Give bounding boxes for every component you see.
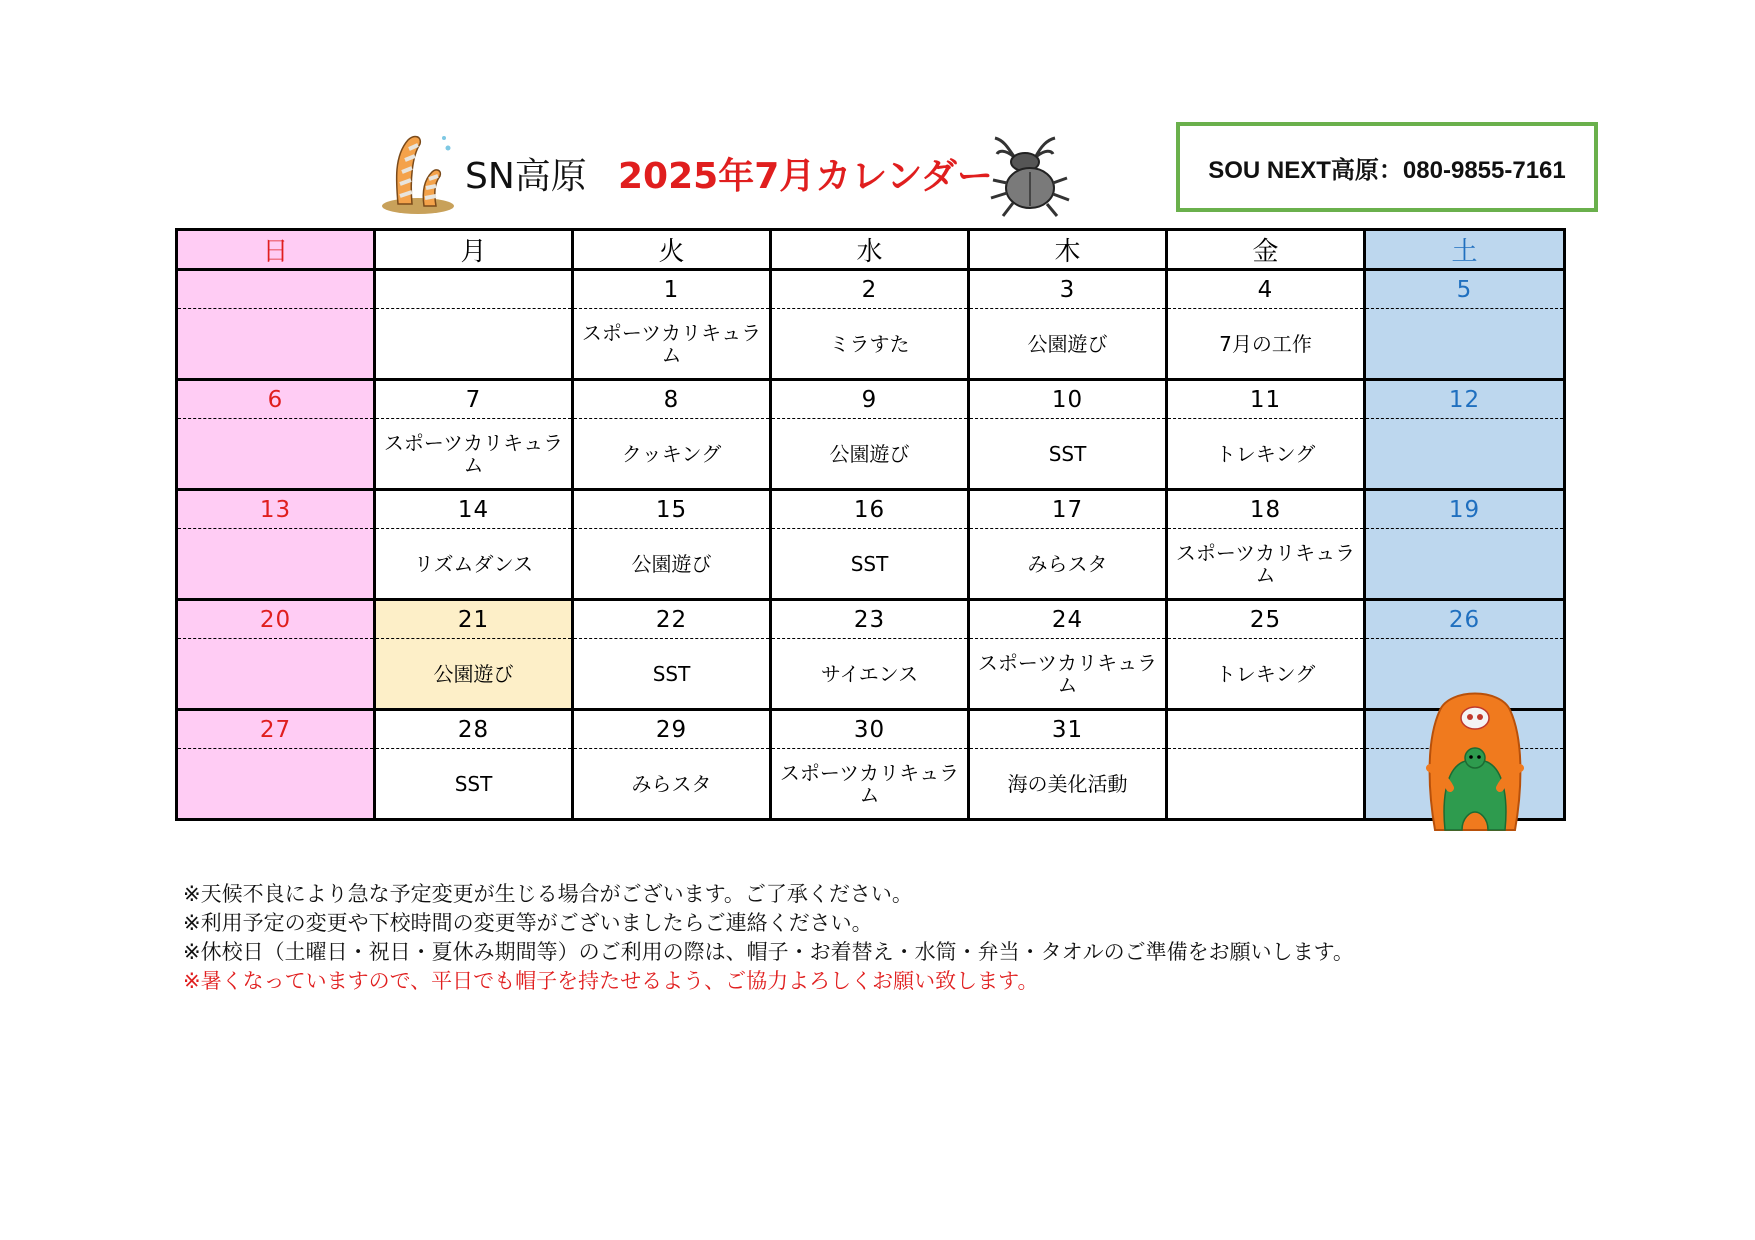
activity-cell: トレキング [1167, 639, 1365, 710]
date-cell: 8 [573, 380, 771, 419]
date-cell: 31 [969, 710, 1167, 749]
activity-cell [177, 309, 375, 380]
weekday-friday: 金 [1167, 230, 1365, 270]
date-cell: 5 [1365, 270, 1565, 309]
activity-cell [177, 419, 375, 490]
activity-cell [177, 749, 375, 820]
date-cell: 6 [177, 380, 375, 419]
orange-monster-illustration-icon [1420, 680, 1530, 835]
activity-cell: SST [969, 419, 1167, 490]
date-row [177, 270, 1565, 309]
contact-box: SOU NEXT高原：080-9855-7161 [1176, 122, 1598, 212]
activity-cell: 公園遊び [573, 529, 771, 600]
activity-cell: サイエンス [771, 639, 969, 710]
activity-cell: リズムダンス [375, 529, 573, 600]
activity-cell: スポーツカリキュラム [969, 639, 1167, 710]
activity-cell: スポーツカリキュラム [375, 419, 573, 490]
date-cell: 12 [1365, 380, 1565, 419]
date-cell: 3 [969, 270, 1167, 309]
date-cell: 28 [375, 710, 573, 749]
date-cell: 7 [375, 380, 573, 419]
date-cell [1167, 710, 1365, 749]
date-cell: 4 [1167, 270, 1365, 309]
date-row [177, 380, 1565, 419]
date-cell: 1 [573, 270, 771, 309]
date-cell: 22 [573, 600, 771, 639]
date-cell: 16 [771, 490, 969, 529]
weekday-header-row [177, 230, 1565, 270]
date-cell: 11 [1167, 380, 1365, 419]
activity-row [177, 639, 1565, 710]
activity-row [177, 749, 1565, 820]
weekday-saturday: 土 [1365, 230, 1565, 270]
activity-row [177, 309, 1565, 380]
activity-row [177, 529, 1565, 600]
note-line-warning: ※暑くなっていますので、平日でも帽子を持たせるよう、ご協力よろしくお願い致します。 [183, 969, 1039, 993]
activity-cell [1167, 749, 1365, 820]
activity-cell: 公園遊び [969, 309, 1167, 380]
date-cell: 13 [177, 490, 375, 529]
activity-cell: SST [375, 749, 573, 820]
activity-cell [1365, 309, 1565, 380]
date-cell: 10 [969, 380, 1167, 419]
activity-cell: スポーツカリキュラム [771, 749, 969, 820]
date-cell: 9 [771, 380, 969, 419]
weekday-sunday: 日 [177, 230, 375, 270]
date-cell: 2 [771, 270, 969, 309]
weekday-tuesday: 火 [573, 230, 771, 270]
activity-cell: 公園遊び [771, 419, 969, 490]
date-cell [177, 270, 375, 309]
activity-cell [177, 529, 375, 600]
activity-cell: SST [573, 639, 771, 710]
date-cell: 24 [969, 600, 1167, 639]
date-cell: 20 [177, 600, 375, 639]
date-cell: 18 [1167, 490, 1365, 529]
activity-cell-highlighted: 公園遊び [375, 639, 573, 710]
activity-cell: スポーツカリキュラム [1167, 529, 1365, 600]
activity-cell [375, 309, 573, 380]
activity-cell [1365, 419, 1565, 490]
date-cell: 17 [969, 490, 1167, 529]
date-cell: 29 [573, 710, 771, 749]
activity-cell: トレキング [1167, 419, 1365, 490]
weekday-monday: 月 [375, 230, 573, 270]
organization-name: SN高原 [465, 156, 587, 197]
date-cell: 25 [1167, 600, 1365, 639]
date-cell: 15 [573, 490, 771, 529]
activity-cell: みらスタ [969, 529, 1167, 600]
activity-cell: クッキング [573, 419, 771, 490]
note-line: ※利用予定の変更や下校時間の変更等がございましたらご連絡ください。 [183, 911, 873, 935]
date-cell: 30 [771, 710, 969, 749]
note-line: ※休校日（土曜日・祝日・夏休み期間等）のご利用の際は、帽子・お着替え・水筒・弁当・タオルのご準備をお願いします。 [183, 940, 1354, 964]
date-cell [375, 270, 573, 309]
date-row [177, 490, 1565, 529]
activity-cell: 海の美化活動 [969, 749, 1167, 820]
notes-section [183, 880, 1354, 996]
date-cell-highlighted: 21 [375, 600, 573, 639]
worm-illustration-icon [378, 126, 458, 216]
activity-cell: ミラすた [771, 309, 969, 380]
activity-cell [1365, 529, 1565, 600]
weekday-thursday: 木 [969, 230, 1167, 270]
activity-cell: みらスタ [573, 749, 771, 820]
activity-cell [177, 639, 375, 710]
date-row [177, 710, 1565, 749]
date-cell: 26 [1365, 600, 1565, 639]
activity-row [177, 419, 1565, 490]
activity-cell: スポーツカリキュラム [573, 309, 771, 380]
note-line: ※天候不良により急な予定変更が生じる場合がございます。ご了承ください。 [183, 882, 913, 906]
date-row [177, 600, 1565, 639]
weekday-wednesday: 水 [771, 230, 969, 270]
calendar-title: 2025年7月カレンダー [618, 156, 993, 197]
activity-cell: SST [771, 529, 969, 600]
stag-beetle-icon [985, 128, 1075, 223]
date-cell: 23 [771, 600, 969, 639]
date-cell: 19 [1365, 490, 1565, 529]
calendar-table [175, 228, 1566, 821]
activity-cell: 7月の工作 [1167, 309, 1365, 380]
date-cell: 14 [375, 490, 573, 529]
date-cell: 27 [177, 710, 375, 749]
